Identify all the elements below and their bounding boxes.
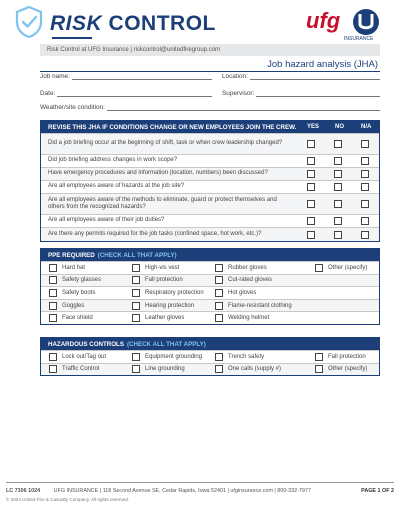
ppe-option[interactable] <box>132 300 194 312</box>
option-label: Respiratory protection <box>145 289 204 296</box>
ppe-row <box>41 299 379 312</box>
checkbox[interactable] <box>49 264 57 272</box>
na-checkbox[interactable] <box>361 170 369 178</box>
option-label: Lock out/Tag out <box>62 353 107 360</box>
supervisor-line[interactable] <box>256 90 380 97</box>
page-header <box>0 0 400 46</box>
revise-heading <box>41 121 379 133</box>
page-number: PAGE 1 OF 2 <box>361 488 394 494</box>
checkbox[interactable] <box>215 289 223 297</box>
supervisor-label: Supervisor: <box>222 90 255 97</box>
ppe-row <box>41 286 379 299</box>
ppe-heading-text: PPE REQUIRED <box>48 251 95 259</box>
checkbox[interactable] <box>49 314 57 322</box>
hazard-heading <box>41 338 379 350</box>
ppe-row <box>41 274 379 287</box>
ppe-subheading: (CHECK ALL THAT APPLY) <box>97 251 177 259</box>
ppe-option[interactable] <box>132 312 184 324</box>
ppe-option[interactable] <box>215 275 272 287</box>
revise-heading-text: REVISE THIS JHA IF CONDITIONS CHANGE OR NEW EMPLOYEES JOIN THE CREW. <box>48 123 297 131</box>
checkbox[interactable] <box>132 353 140 361</box>
ppe-option[interactable] <box>132 275 183 287</box>
question-row <box>41 167 379 180</box>
option-label: Flame-resistant clothing <box>228 302 292 309</box>
question-row <box>41 133 379 154</box>
option-label: Welding helmet <box>228 315 270 322</box>
job-name-line[interactable] <box>72 73 212 80</box>
checkbox[interactable] <box>132 314 140 322</box>
checkbox[interactable] <box>215 302 223 310</box>
col-yes-header: YES <box>307 124 320 130</box>
option-label: Hard hat <box>62 264 86 271</box>
option-label: Safety boots <box>62 289 96 296</box>
hazard-option[interactable] <box>132 364 185 376</box>
question-text: Are all employees aware of their job duties? <box>48 217 165 224</box>
option-label: Hot gloves <box>228 289 257 296</box>
brand-title: RISK CONTROL <box>50 12 216 35</box>
contact-bar: Risk Control at UFG Insurance | riskcontrol@unitedfiregroup.com <box>40 44 380 56</box>
ppe-option[interactable] <box>215 287 256 299</box>
option-label: High-vis vest <box>145 264 180 271</box>
form-code: LC 7306 1024 <box>6 488 41 494</box>
hazard-option[interactable] <box>49 364 99 376</box>
no-checkbox[interactable] <box>334 157 342 165</box>
location-line[interactable] <box>250 73 380 80</box>
ppe-option[interactable] <box>132 262 179 274</box>
checkbox[interactable] <box>132 365 140 373</box>
option-label: Rubber gloves <box>228 264 267 271</box>
checkbox[interactable] <box>315 353 323 361</box>
weather-label: Weather/site condition: <box>40 104 105 111</box>
option-label: Trench safety <box>228 353 265 360</box>
question-text: Have emergency procedures and information (location, numbers) been discussed? <box>48 170 268 177</box>
option-label: Fall protection <box>328 353 366 360</box>
hazard-option[interactable] <box>315 351 366 363</box>
no-checkbox[interactable] <box>334 231 342 239</box>
ppe-option[interactable] <box>49 275 101 287</box>
ppe-option[interactable] <box>215 262 267 274</box>
question-row <box>41 214 379 227</box>
yes-checkbox[interactable] <box>307 170 315 178</box>
checkbox[interactable] <box>215 314 223 322</box>
checkbox[interactable] <box>49 276 57 284</box>
logo-text: ufg <box>306 8 341 33</box>
checkbox[interactable] <box>132 276 140 284</box>
location-label: Location: <box>222 73 248 80</box>
hazard-heading-text: HAZARDOUS CONTROLS <box>48 340 124 348</box>
hazard-option[interactable] <box>315 364 367 376</box>
hazard-option[interactable] <box>132 351 202 363</box>
brand-underline <box>52 37 92 39</box>
checkbox[interactable] <box>132 289 140 297</box>
option-label: Traffic Control <box>62 366 100 373</box>
ppe-row <box>41 311 379 324</box>
ppe-option[interactable] <box>315 262 367 274</box>
ufg-logo <box>306 6 384 42</box>
na-checkbox[interactable] <box>361 217 369 225</box>
hazard-option[interactable] <box>215 351 264 363</box>
location-field[interactable] <box>222 73 380 80</box>
na-checkbox[interactable] <box>361 183 369 191</box>
yes-checkbox[interactable] <box>307 200 315 208</box>
question-list <box>41 133 379 241</box>
checkbox[interactable] <box>215 264 223 272</box>
checkbox[interactable] <box>215 276 223 284</box>
checkbox[interactable] <box>215 365 223 373</box>
copyright: © 2024 United Fire & Casualty Company. All rights reserved. <box>6 497 130 502</box>
ppe-option[interactable] <box>132 287 204 299</box>
checkbox[interactable] <box>49 365 57 373</box>
question-text: Are all employees aware of the methods to eliminate, guard or protect themselves and others from the recognized hazards? <box>48 196 277 210</box>
ppe-section <box>40 248 380 325</box>
weather-field[interactable] <box>40 104 380 111</box>
yes-checkbox[interactable] <box>307 183 315 191</box>
question-row <box>41 154 379 167</box>
date-line[interactable] <box>57 90 212 97</box>
footer-address: UFG INSURANCE | 118 Second Avenue SE, Cedar Rapids, Iowa 52401 | ufginsurance.com | 800-332-7977 <box>53 488 311 494</box>
question-text: Did a job briefing occur at the beginning of shift, task or when crew leadership changed? <box>48 140 283 147</box>
question-text: Did job briefing address changes in work scope? <box>48 157 178 164</box>
yes-checkbox[interactable] <box>307 157 315 165</box>
no-checkbox[interactable] <box>334 200 342 208</box>
option-label: Face shield <box>62 315 93 322</box>
hazard-option[interactable] <box>49 351 106 363</box>
na-checkbox[interactable] <box>361 231 369 239</box>
option-label: Equipment grounding <box>145 353 203 360</box>
no-checkbox[interactable] <box>334 217 342 225</box>
option-label: Goggles <box>62 302 85 309</box>
checkbox[interactable] <box>132 264 140 272</box>
question-row <box>41 180 379 193</box>
question-text: Are there any permits required for the job tasks (confined space, hot work, etc.)? <box>48 230 262 237</box>
option-label: Leather gloves <box>145 315 185 322</box>
ppe-option[interactable] <box>49 312 93 324</box>
ppe-option[interactable] <box>215 312 269 324</box>
job-name-field[interactable] <box>40 73 212 80</box>
ppe-option[interactable] <box>215 300 292 312</box>
ppe-heading <box>41 249 379 261</box>
na-checkbox[interactable] <box>361 200 369 208</box>
col-no-header: NO <box>335 124 344 130</box>
date-label: Date: <box>40 90 56 97</box>
no-checkbox[interactable] <box>334 140 342 148</box>
ppe-option[interactable] <box>49 287 95 299</box>
question-row <box>41 193 379 214</box>
ppe-row <box>41 261 379 274</box>
title-rule <box>40 71 380 72</box>
ppe-option[interactable] <box>49 262 85 274</box>
checkbox[interactable] <box>315 365 323 373</box>
checkbox[interactable] <box>215 353 223 361</box>
date-field[interactable] <box>40 90 212 97</box>
option-label: Other (specify) <box>328 264 368 271</box>
option-label: One calls (supply #) <box>228 366 282 373</box>
hazard-section <box>40 337 380 376</box>
job-name-label: Job name: <box>40 73 70 80</box>
yes-checkbox[interactable] <box>307 217 315 225</box>
weather-line[interactable] <box>107 104 380 111</box>
option-label: Line grounding <box>145 366 185 373</box>
option-label: Other (specify) <box>328 366 368 373</box>
na-checkbox[interactable] <box>361 157 369 165</box>
option-label: Fall protection <box>145 277 183 284</box>
checkbox[interactable] <box>49 302 57 310</box>
supervisor-field[interactable] <box>222 90 380 97</box>
question-row <box>41 227 379 241</box>
hazard-subheading: (CHECK ALL THAT APPLY) <box>126 340 206 348</box>
checkbox[interactable] <box>49 289 57 297</box>
ppe-option[interactable] <box>49 300 84 312</box>
checkbox[interactable] <box>49 353 57 361</box>
col-na-header: N/A <box>361 124 372 130</box>
shield-check-icon <box>14 5 44 39</box>
question-text: Are all employees aware of hazards at the job site? <box>48 183 185 190</box>
no-checkbox[interactable] <box>334 170 342 178</box>
document-title: Job hazard analysis (JHA) <box>267 59 378 70</box>
checkbox[interactable] <box>315 264 323 272</box>
no-checkbox[interactable] <box>334 183 342 191</box>
revise-section <box>40 120 380 242</box>
hazard-row <box>41 363 379 376</box>
footer-main <box>6 488 394 494</box>
page-footer <box>6 482 394 512</box>
na-checkbox[interactable] <box>361 140 369 148</box>
checkbox[interactable] <box>132 302 140 310</box>
option-label: Cut-rated gloves <box>228 277 273 284</box>
option-label: Hearing protection <box>145 302 195 309</box>
yes-checkbox[interactable] <box>307 231 315 239</box>
hazard-option[interactable] <box>215 364 281 376</box>
hazard-row <box>41 350 379 363</box>
yes-checkbox[interactable] <box>307 140 315 148</box>
option-label: Safety glasses <box>62 277 102 284</box>
logo-subtext: INSURANCE <box>344 36 374 42</box>
